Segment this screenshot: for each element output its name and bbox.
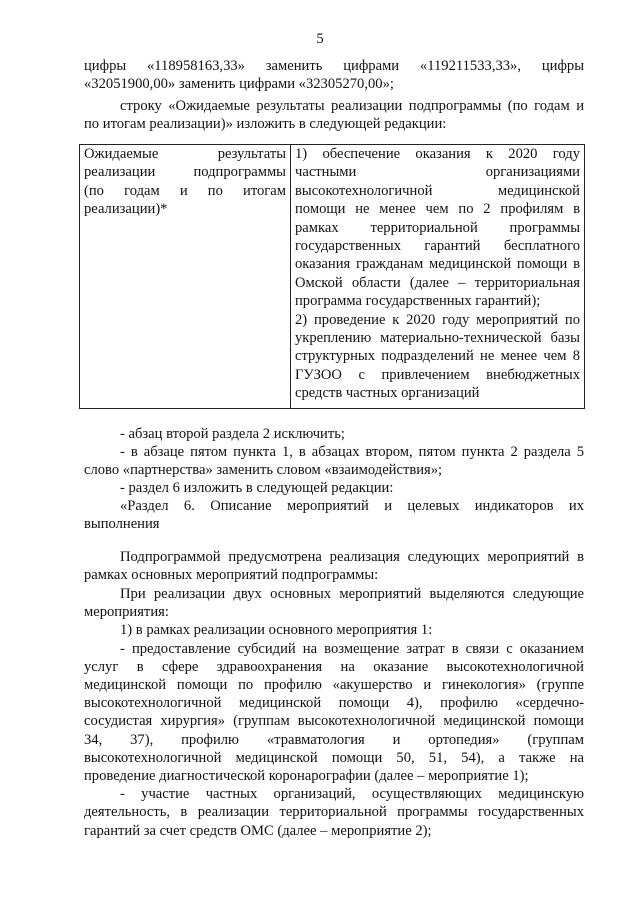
table-value-line: 2) проведение к 2020 году мероприятий по [295,311,580,328]
body-line: выполнения [84,516,160,532]
body-line: высокотехнологичной медицинской помощи 4), профилю «сердечно- [84,695,584,711]
body-line: слово «партнерства» заменить словом «взаимодействия»; [84,462,443,478]
body-line: мероприятия: [84,604,169,620]
results-table [79,144,585,409]
table-value-line: рамках территориальной программы [295,219,580,236]
body-line: 34, 37), профилю «травматология и ортопедия» (группам [84,732,584,748]
table-value-line: средств частных организаций [295,385,480,402]
body-line: проведение диагностической коронарографии (далее – мероприятие 1); [84,768,529,784]
table-value-line: помощи не менее чем по 2 профилям в [295,201,580,218]
table-value-line: Омской области (далее – территориальная [295,274,580,291]
body-line: - в абзаце пятом пункта 1, в абзацах втором, пятом пункта 2 раздела 5 [120,444,584,460]
body-line: При реализации двух основных мероприятий выделяются следующие [120,586,584,602]
body-line: Подпрограммой предусмотрена реализация следующих мероприятий в [120,549,584,565]
table-cell-value [291,145,585,409]
table-label-line: (по годам и по итогам [84,182,286,199]
intro-line-3: строку «Ожидаемые результаты реализации подпрограммы (по годам и [120,98,584,114]
table-value-line: структурных подразделений не менее чем 8 [295,348,580,365]
table-value-line: частными организациями [295,164,580,181]
body-line: 1) в рамках реализации основного мероприятия 1: [120,622,433,638]
body-line: - предоставление субсидий на возмещение затрат в связи с оказанием [120,641,584,657]
table-value-line: программа государственных гарантий); [295,293,541,310]
body-line: рамках основных мероприятий подпрограммы: [84,567,379,583]
table-cell-label [80,145,291,409]
body-line: - раздел 6 изложить в следующей редакции: [120,480,394,496]
table-value-line: государственных гарантий бесплатного [295,238,580,255]
table-row [80,145,585,409]
intro-line-1: цифры «118958163,33» заменить цифрами «119211533,33», цифры [84,58,584,74]
body-line: гарантий за счет средств ОМС (далее – мероприятие 2); [84,823,432,839]
table-label-line: реализации подпрограммы [84,164,286,181]
page-number: 5 [316,31,324,47]
body-line: - участие частных организаций, осуществляющих медицинскую [120,786,584,802]
body-line: медицинской помощи по профилю «акушерство и гинекология» (группе [84,677,584,693]
intro-line-4: по итогам реализации)» изложить в следующей редакции: [84,116,447,132]
body-line: «Раздел 6. Описание мероприятий и целевых индикаторов их [120,498,584,514]
table-value-line: высокотехнологичной медицинской [295,182,580,199]
table-value-line: ГУЗОО с привлечением внебюджетных [295,366,580,383]
intro-line-2: «32051900,00» заменить цифрами «32305270,00»; [84,76,394,92]
table-label-line: реализации)* [84,201,168,218]
table-value-line: оказания гражданам медицинской помощи в [295,256,580,273]
body-line: услуг в сфере здравоохранения на оказание высокотехнологичной [84,659,584,675]
table-label-line: Ожидаемые результаты [84,146,286,162]
body-line: сосудистая хирургия» (группам высокотехнологичной медицинской помощи [84,713,584,729]
body-line: высокотехнологичной медицинской помощи 50, 51, 54), а также на [84,750,584,766]
table-value-line: 1) обеспечение оказания к 2020 году [295,146,580,162]
table-value-line: укреплению материально-технической базы [295,330,580,347]
body-line: деятельность, в реализации территориальной программы государственных [84,804,584,820]
body-line: - абзац второй раздела 2 исключить; [120,426,345,442]
